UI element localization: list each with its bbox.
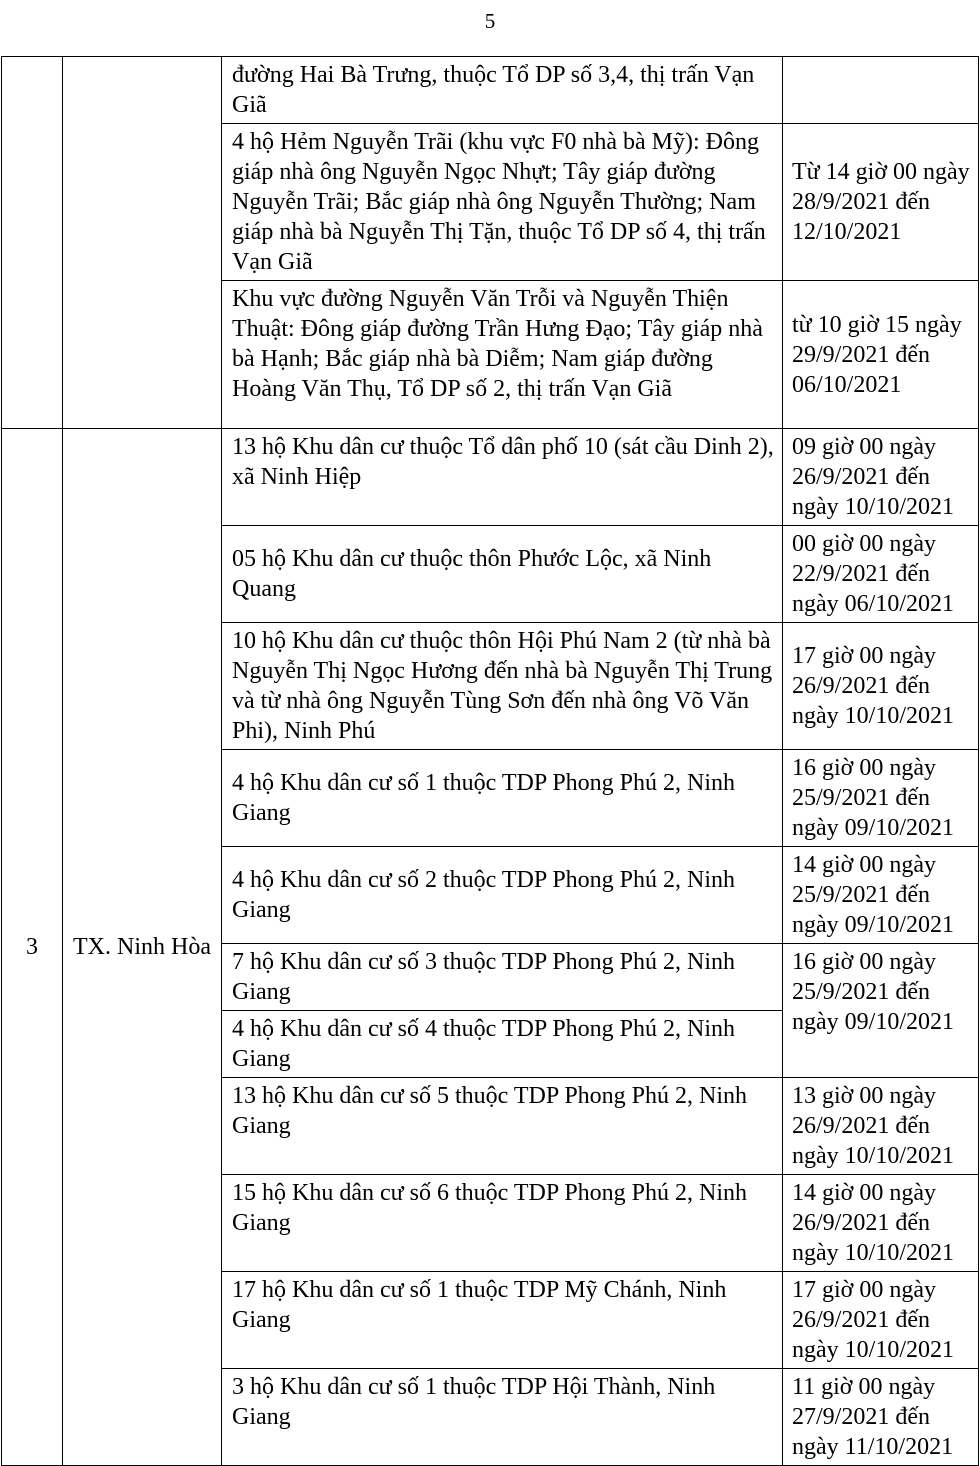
- location-cell: 10 hộ Khu dân cư thuộc thôn Hội Phú Nam 2 (từ nhà bà Nguyễn Thị Ngọc Hương đến nhà bà Nguyễn Thị Trung và từ nhà ông Nguyễn Tùng Sơn đến nhà ông Võ Văn Phi), Ninh Phú: [222, 623, 783, 750]
- location-cell: Khu vực đường Nguyễn Văn Trỗi và Nguyễn Thiện Thuật: Đông giáp đường Trần Hưng Đạo; Tây giáp nhà bà Hạnh; Bắc giáp nhà bà Diễm; Nam giáp đường Hoàng Văn Thụ, Tổ DP số 2, thị trấn Vạn Giã: [222, 281, 783, 429]
- time-cell: 14 giờ 00 ngày 25/9/2021 đến ngày 09/10/2021: [783, 847, 979, 944]
- location-cell: đường Hai Bà Trưng, thuộc Tổ DP số 3,4, thị trấn Vạn Giã: [222, 57, 783, 124]
- unit-cell-continued: [63, 57, 222, 429]
- time-cell: 16 giờ 00 ngày 25/9/2021 đến ngày 09/10/2021: [783, 750, 979, 847]
- location-cell: 4 hộ Khu dân cư số 2 thuộc TDP Phong Phú 2, Ninh Giang: [222, 847, 783, 944]
- table-row: [2, 429, 979, 526]
- time-cell: 14 giờ 00 ngày 26/9/2021 đến ngày 10/10/2021: [783, 1175, 979, 1272]
- location-cell: 3 hộ Khu dân cư số 1 thuộc TDP Hội Thành, Ninh Giang: [222, 1369, 783, 1466]
- location-cell: 13 hộ Khu dân cư số 5 thuộc TDP Phong Phú 2, Ninh Giang: [222, 1078, 783, 1175]
- time-cell: 17 giờ 00 ngày 26/9/2021 đến ngày 10/10/2021: [783, 1272, 979, 1369]
- location-cell: 05 hộ Khu dân cư thuộc thôn Phước Lộc, xã Ninh Quang: [222, 526, 783, 623]
- time-cell: [783, 57, 979, 124]
- location-cell: 4 hộ Khu dân cư số 4 thuộc TDP Phong Phú 2, Ninh Giang: [222, 1011, 783, 1078]
- time-cell: 13 giờ 00 ngày 26/9/2021 đến ngày 10/10/2021: [783, 1078, 979, 1175]
- time-cell: 17 giờ 00 ngày 26/9/2021 đến ngày 10/10/2021: [783, 623, 979, 750]
- time-cell: 11 giờ 00 ngày 27/9/2021 đến ngày 11/10/2021: [783, 1369, 979, 1466]
- stt-cell: 3: [2, 429, 63, 1466]
- table-row: [2, 57, 979, 124]
- location-cell: 13 hộ Khu dân cư thuộc Tổ dân phố 10 (sát cầu Dinh 2), xã Ninh Hiệp: [222, 429, 783, 526]
- stt-cell-continued: [2, 57, 63, 429]
- time-cell: từ 10 giờ 15 ngày 29/9/2021 đến 06/10/2021: [783, 281, 979, 429]
- location-cell: 17 hộ Khu dân cư số 1 thuộc TDP Mỹ Chánh, Ninh Giang: [222, 1272, 783, 1369]
- unit-cell: TX. Ninh Hòa: [63, 429, 222, 1466]
- time-cell: 16 giờ 00 ngày 25/9/2021 đến ngày 09/10/2021: [783, 944, 979, 1078]
- location-cell: 15 hộ Khu dân cư số 6 thuộc TDP Phong Phú 2, Ninh Giang: [222, 1175, 783, 1272]
- quarantine-table: [1, 56, 979, 1466]
- location-cell: 7 hộ Khu dân cư số 3 thuộc TDP Phong Phú 2, Ninh Giang: [222, 944, 783, 1011]
- location-cell: 4 hộ Khu dân cư số 1 thuộc TDP Phong Phú 2, Ninh Giang: [222, 750, 783, 847]
- page-number: 5: [484, 9, 496, 33]
- time-cell: 00 giờ 00 ngày 22/9/2021 đến ngày 06/10/2021: [783, 526, 979, 623]
- time-cell: 09 giờ 00 ngày 26/9/2021 đến ngày 10/10/2021: [783, 429, 979, 526]
- location-cell: 4 hộ Hẻm Nguyễn Trãi (khu vực F0 nhà bà Mỹ): Đông giáp nhà ông Nguyễn Ngọc Nhựt; Tây giáp đường Nguyễn Trãi; Bắc giáp nhà ông Nguyễn Thường; Nam giáp nhà bà Nguyễn Thị Tặn, thuộc Tổ DP số 4, thị trấn Vạn Giã: [222, 124, 783, 281]
- time-cell: Từ 14 giờ 00 ngày 28/9/2021 đến 12/10/2021: [783, 124, 979, 281]
